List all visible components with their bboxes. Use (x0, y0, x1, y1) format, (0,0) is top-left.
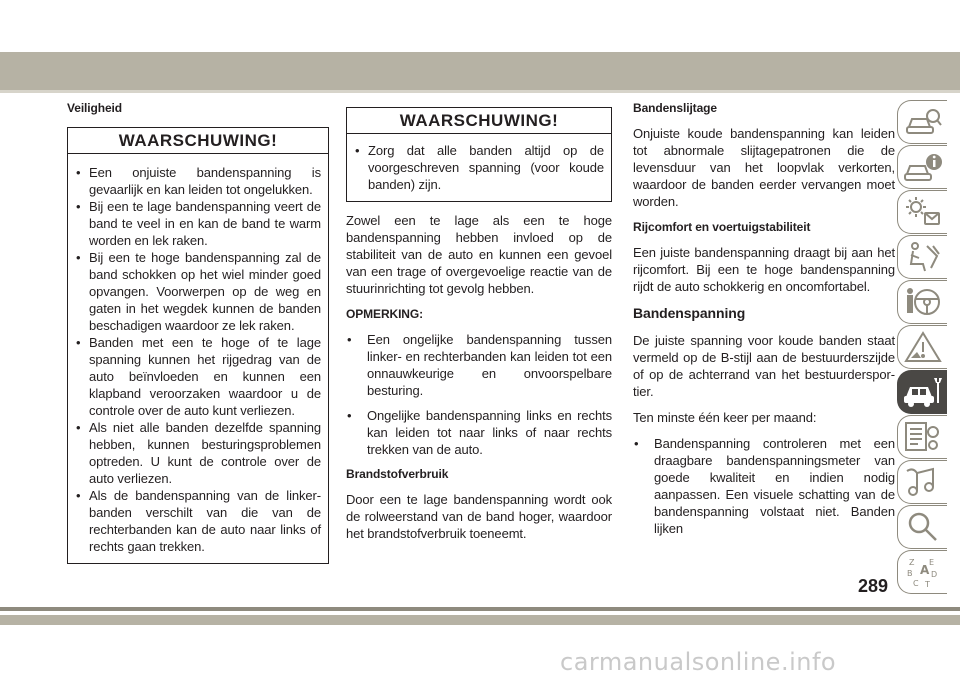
specifications-icon (903, 420, 943, 454)
svg-text:Z: Z (908, 558, 914, 567)
fuel-paragraph: Door een te lage bandenspanning wordt ook de rolweerstand van de band hoger, waardoor het brandstofverbruik toeneemt. (346, 492, 612, 541)
search-index-icon (903, 510, 943, 544)
svg-text:A: A (919, 563, 929, 577)
column-middle (346, 100, 612, 551)
svg-text:E: E (928, 558, 934, 567)
multimedia-icon (903, 465, 943, 499)
column-right (633, 100, 895, 545)
tab-car-search[interactable] (897, 100, 947, 144)
car-info-icon (903, 150, 943, 184)
monthly-paragraph: Ten minste één keer per maand: (633, 410, 817, 425)
footer-band (0, 615, 960, 625)
list-item: • Banden met een te hoge of te lage spanning kunnen het rijgedrag van de auto beïnvloeden en kunnen een klapband veroorzaken waardoor u de controle over de auto kunt verliezen. (75, 334, 321, 419)
tab-car-info[interactable] (897, 145, 947, 189)
pressure-heading: Bandenspanning (633, 305, 746, 321)
note-list (346, 331, 612, 458)
footer-rule (0, 607, 960, 611)
tab-multimedia[interactable] (897, 460, 947, 504)
car-maintenance-icon (903, 375, 943, 409)
road-warning-icon (903, 330, 943, 364)
warning-title: WAARSCHUWING! (347, 108, 611, 134)
list-item: • Bandenspanning controleren met een draagbare bandenspanningsmeter van goede kwaliteit en indien nodig aanpassen. Een visuele schatting van de bandenspanning volstaat niet. Banden lijken (633, 435, 895, 537)
alphabet-index-icon (903, 555, 943, 589)
list-item: • Een ongelijke bandenspanning tussen linker- en rechterbanden kan leiden tot een onnauwkeurige en onvoorspelbare besturing. (346, 331, 612, 399)
header-band (0, 52, 960, 90)
wear-paragraph: Onjuiste koude bandenspanning kan leiden tot abnormale slijtagepatronen die de levensduur van het loopvlak verkorten, waardoor de banden eerder vervangen moet worden. (633, 126, 895, 209)
comfort-paragraph: Een juiste bandenspanning draagt bij aan het rijcomfort. Bij een te hoge bandenspanning rijdt de auto schokkerig en oncomfortabel. (633, 245, 895, 294)
car-search-icon (903, 105, 943, 139)
svg-text:C: C (912, 579, 919, 588)
tab-warning-lights[interactable] (897, 190, 947, 234)
section-title: Veiligheid (67, 101, 123, 115)
list-item: • Zorg dat alle banden altijd op de voorgeschreven spanning (voor koude banden) zijn. (354, 142, 604, 193)
list-item: • Bij een te lage bandenspanning veert de band te veel in en kan de band te warm worden en lek raken. (75, 198, 321, 249)
tab-steering[interactable] (897, 280, 947, 324)
warning-box-1 (67, 127, 329, 564)
monthly-list (633, 435, 895, 537)
steering-wheel-icon (903, 285, 943, 319)
tab-car-maintenance[interactable] (897, 370, 947, 414)
tab-search-index[interactable] (897, 505, 947, 549)
tab-road-warning[interactable] (897, 325, 947, 369)
warning-list (68, 154, 328, 563)
stability-paragraph: Zowel een te lage als een te hoge bandenspanning hebben invloed op de stabiliteit van de auto en kunnen een gevoel van een trage of overgevoelige reactie van de stuurinrichting tot gevolg hebben. (346, 213, 612, 296)
page-number: 289 (858, 576, 889, 596)
tab-specifications[interactable] (897, 415, 947, 459)
warning-list (347, 134, 611, 201)
watermark: carmanualsonline.info (560, 648, 837, 676)
seat-airbag-icon (903, 240, 943, 274)
list-item: • Bij een te hoge bandenspanning zal de band schokken op het wiel minder goed opvangen. Voorwerpen op de weg en gaten in het wegdek kunnen de banden beschadigen waardoor ze lek raken. (75, 249, 321, 334)
list-item: • Als de bandenspanning van de linker- banden verschilt van die van de rechterbanden kan de auto naar links of rechts gaan trekken. (75, 487, 321, 555)
fuel-heading: Brandstofverbruik (346, 467, 449, 481)
chapter-tabs (897, 100, 947, 595)
list-item: • Ongelijke bandenspanning links en rechts kan leiden tot naar links of naar rechts trekken van de auto. (346, 407, 612, 458)
warning-box-2 (346, 107, 612, 202)
warning-lights-icon (903, 195, 943, 229)
column-left (67, 100, 329, 574)
svg-text:D: D (930, 570, 937, 579)
tab-seat-airbag[interactable] (897, 235, 947, 279)
pressure-paragraph: De juiste spanning voor koude banden staat vermeld op de B-stijl aan de bestuurderszijde of op de achterrand van het bestuurderspor- tier. (633, 333, 895, 399)
list-item: • Als niet alle banden dezelfde spanning hebben, kunnen besturingsproblemen optreden. U kunt de controle over de auto verliezen. (75, 419, 321, 487)
comfort-heading: Rijcomfort en voertuigstabiliteit (633, 220, 811, 234)
warning-title: WAARSCHUWING! (68, 128, 328, 154)
list-item: • Een onjuiste bandenspanning is gevaarlijk en kan leiden tot ongelukken. (75, 164, 321, 198)
note-heading: OPMERKING: (346, 307, 424, 321)
tab-alphabet-index[interactable] (897, 550, 947, 594)
svg-text:T: T (924, 580, 930, 589)
svg-text:B: B (906, 569, 912, 578)
wear-heading: Bandenslijtage (633, 101, 717, 115)
